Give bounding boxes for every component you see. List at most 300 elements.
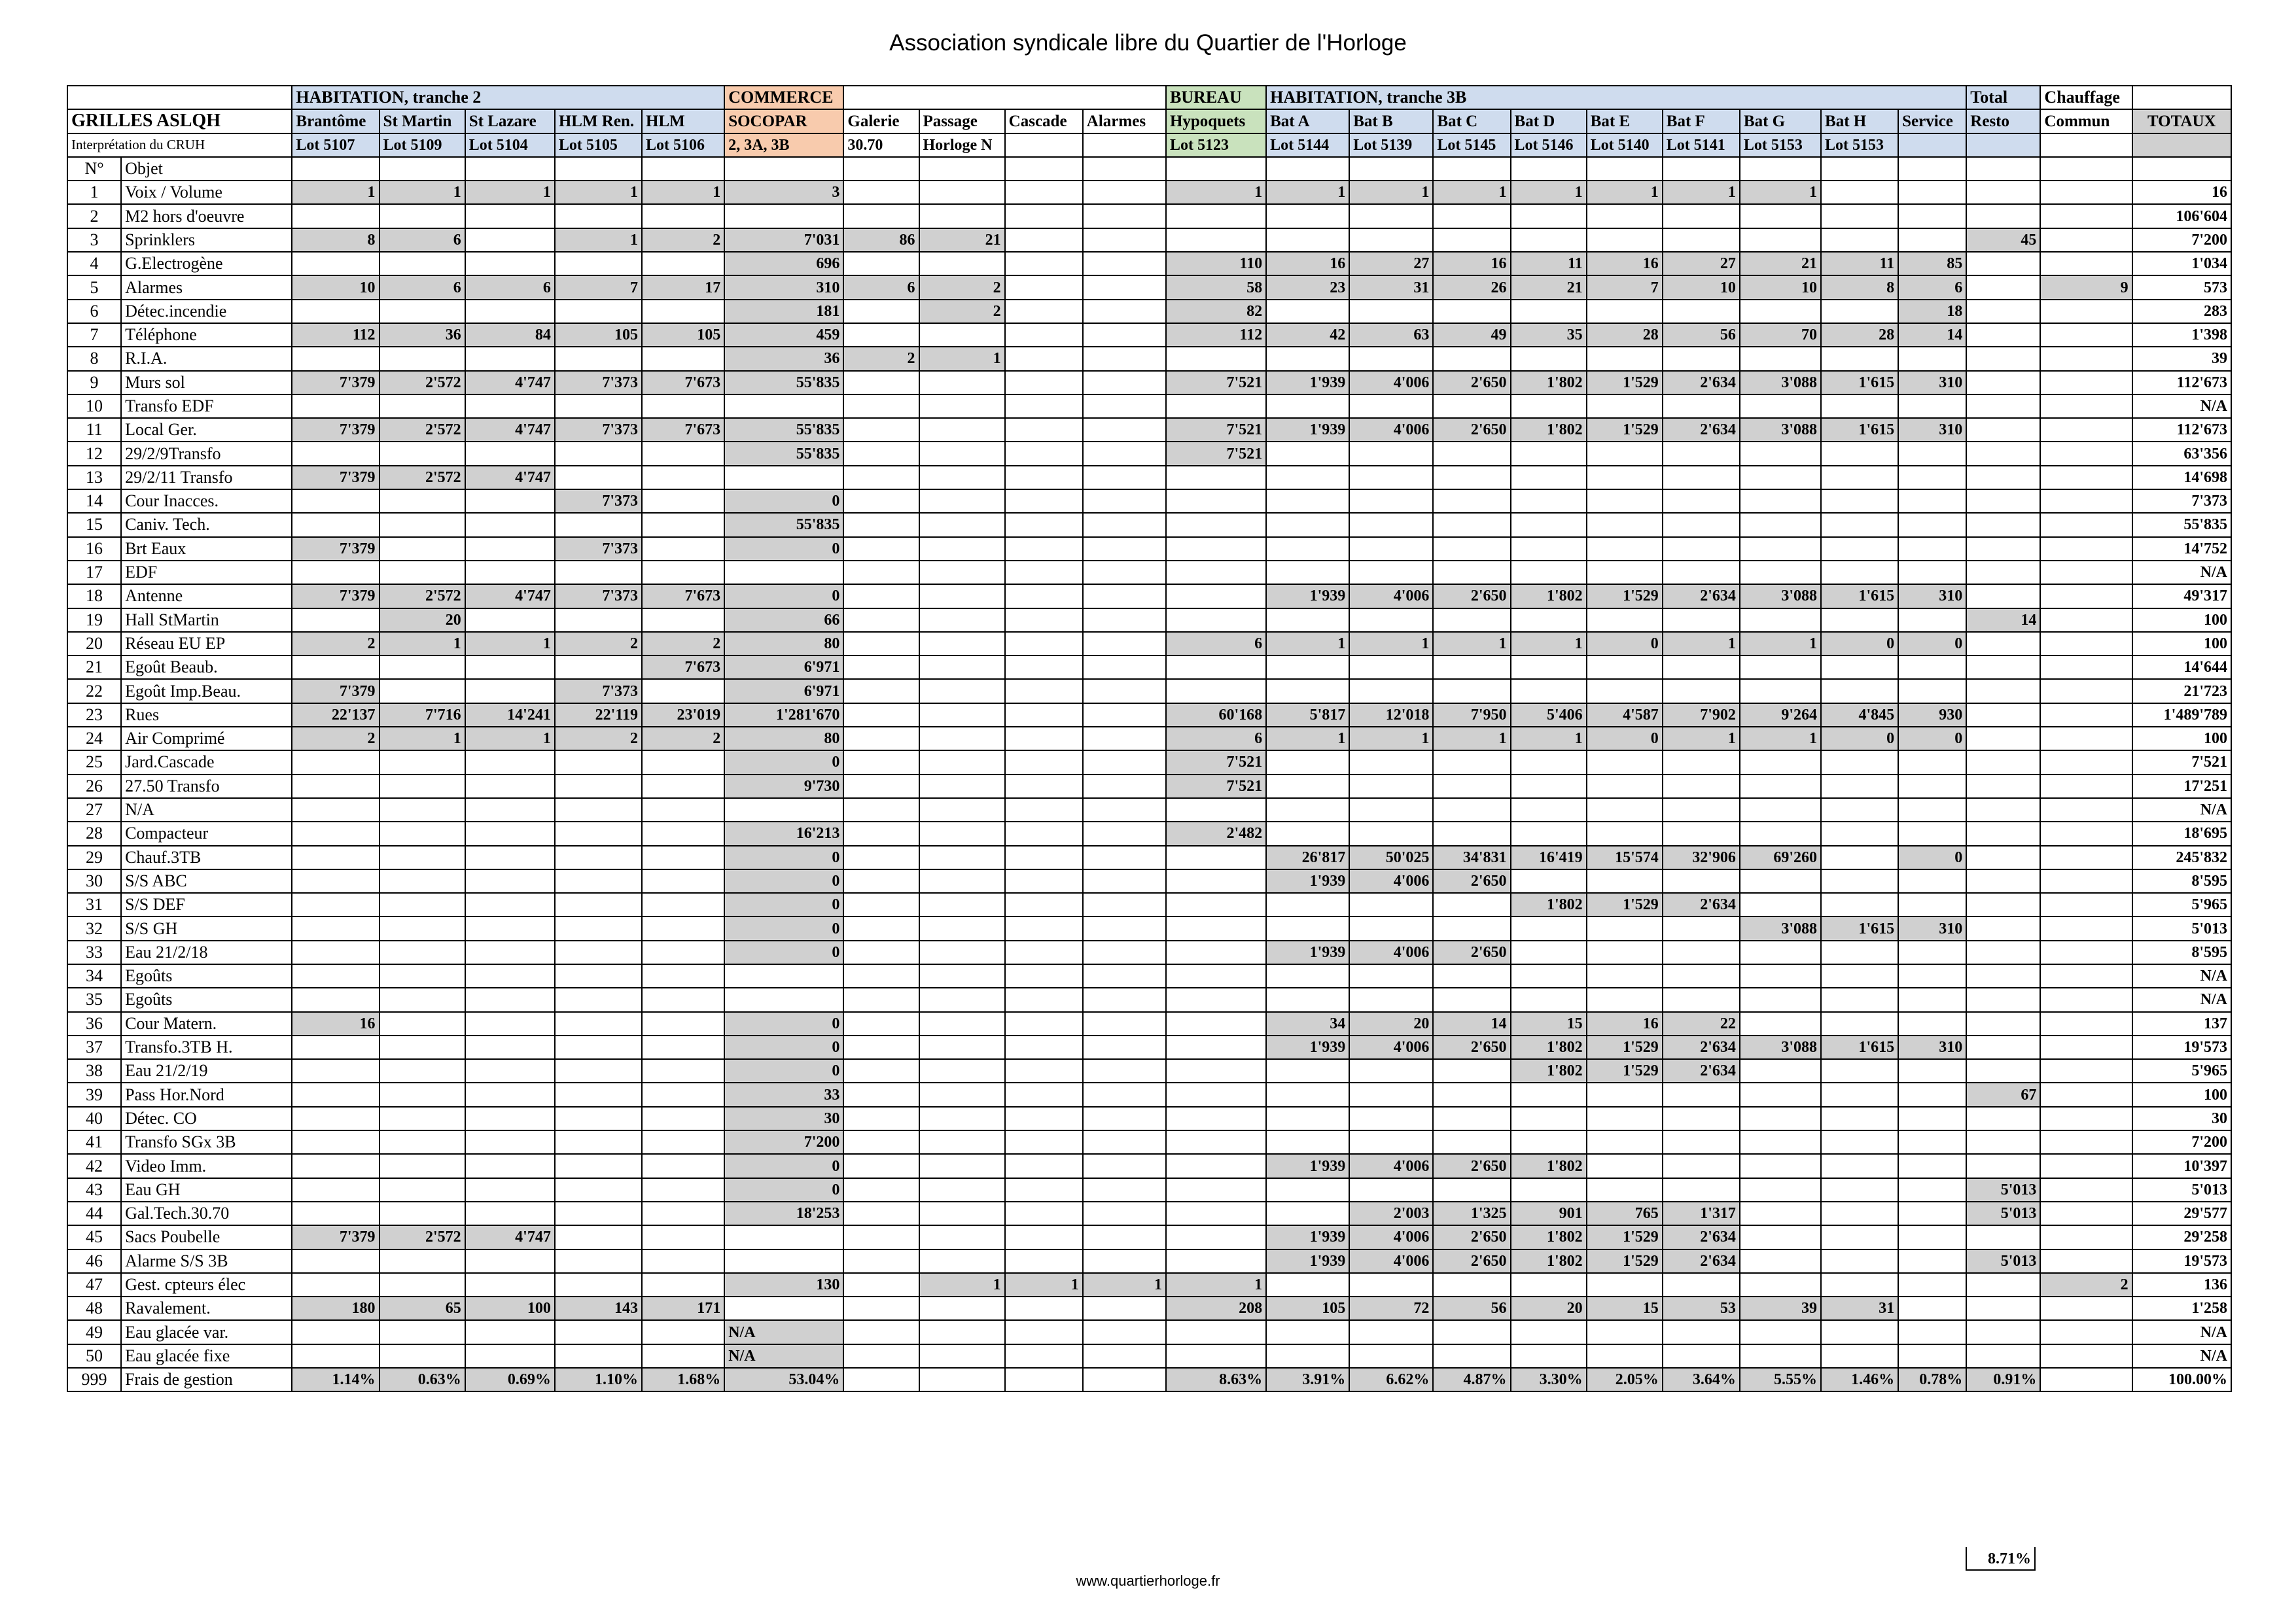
table-cell bbox=[380, 869, 465, 893]
row-number-cell: 3 bbox=[67, 228, 121, 252]
table-cell bbox=[1740, 466, 1821, 489]
table-cell bbox=[1587, 941, 1663, 964]
object-cell: Egoûts bbox=[121, 964, 292, 988]
col-header-bat-d: Bat D bbox=[1511, 109, 1587, 133]
table-cell bbox=[1511, 608, 1587, 632]
table-cell bbox=[1821, 775, 1898, 798]
table-cell: 67 bbox=[1966, 1083, 2040, 1106]
row-number-cell: 20 bbox=[67, 632, 121, 655]
table-cell: 112 bbox=[1166, 323, 1266, 347]
table-cell: 14 bbox=[1966, 608, 2040, 632]
table-cell bbox=[292, 869, 379, 893]
table-cell: 0 bbox=[1587, 632, 1663, 655]
table-cell bbox=[919, 775, 1005, 798]
table-cell bbox=[555, 846, 642, 869]
table-cell bbox=[2040, 300, 2132, 323]
table-cell: 7'379 bbox=[292, 418, 379, 442]
table-cell bbox=[919, 1225, 1005, 1249]
table-cell: 2'650 bbox=[1433, 584, 1510, 608]
row-number-cell: 7 bbox=[67, 323, 121, 347]
table-cell bbox=[1083, 632, 1166, 655]
table-cell bbox=[2040, 1107, 2132, 1130]
table-cell bbox=[555, 1320, 642, 1344]
row-number-cell: 26 bbox=[67, 775, 121, 798]
table-cell bbox=[642, 869, 724, 893]
table-cell: 15 bbox=[1587, 1297, 1663, 1320]
table-cell: 1 bbox=[1511, 181, 1587, 204]
table-cell bbox=[465, 1130, 555, 1154]
col-header-hlm: HLM bbox=[642, 109, 724, 133]
table-cell bbox=[1349, 204, 1433, 228]
table-cell bbox=[465, 1107, 555, 1130]
table-cell bbox=[1740, 1225, 1821, 1249]
table-cell: 2'634 bbox=[1663, 1225, 1740, 1249]
table-cell: 2 bbox=[292, 727, 379, 750]
table-cell bbox=[1587, 1107, 1663, 1130]
table-cell bbox=[1083, 916, 1166, 940]
row-number-cell: 34 bbox=[67, 964, 121, 988]
total-cell: 49'317 bbox=[2132, 584, 2231, 608]
row-number-cell: 14 bbox=[67, 489, 121, 513]
table-cell: 2 bbox=[919, 300, 1005, 323]
table-cell bbox=[1821, 157, 1898, 181]
table-cell bbox=[1587, 1130, 1663, 1154]
table-cell: 12'018 bbox=[1349, 703, 1433, 727]
table-cell: 4'006 bbox=[1349, 869, 1433, 893]
table-cell bbox=[1740, 869, 1821, 893]
table-cell bbox=[843, 822, 919, 845]
table-row bbox=[67, 916, 2231, 940]
table-cell bbox=[380, 679, 465, 703]
table-cell bbox=[2040, 323, 2132, 347]
total-cell: 100 bbox=[2132, 1083, 2231, 1106]
table-cell bbox=[1511, 655, 1587, 679]
table-cell bbox=[1083, 275, 1166, 299]
table-cell bbox=[1740, 1202, 1821, 1225]
table-cell bbox=[292, 1107, 379, 1130]
table-cell bbox=[2040, 1297, 2132, 1320]
table-cell bbox=[1511, 869, 1587, 893]
table-cell: 3 bbox=[724, 181, 843, 204]
table-cell bbox=[1433, 466, 1510, 489]
table-cell bbox=[1966, 893, 2040, 916]
table-row bbox=[67, 822, 2231, 845]
table-cell bbox=[380, 561, 465, 584]
table-cell: 1'529 bbox=[1587, 1059, 1663, 1083]
table-cell bbox=[724, 561, 843, 584]
table-cell: 0 bbox=[724, 1178, 843, 1202]
table-cell: 7'373 bbox=[555, 584, 642, 608]
total-cell: 17'251 bbox=[2132, 775, 2231, 798]
table-cell: 310 bbox=[1898, 1036, 1966, 1059]
object-cell: Pass Hor.Nord bbox=[121, 1083, 292, 1106]
table-cell bbox=[843, 1107, 919, 1130]
table-header-row bbox=[67, 157, 2231, 181]
table-cell bbox=[1083, 1107, 1166, 1130]
table-row bbox=[67, 252, 2231, 275]
table-cell bbox=[465, 798, 555, 822]
table-cell: 17 bbox=[642, 275, 724, 299]
table-cell bbox=[2040, 608, 2132, 632]
table-cell: 2'634 bbox=[1663, 1036, 1740, 1059]
table-cell bbox=[555, 1154, 642, 1178]
table-cell bbox=[724, 204, 843, 228]
object-cell: EDF bbox=[121, 561, 292, 584]
row-number-cell: 46 bbox=[67, 1249, 121, 1273]
row-number-cell: 15 bbox=[67, 513, 121, 536]
table-cell: 11 bbox=[1511, 252, 1587, 275]
table-cell bbox=[1898, 489, 1966, 513]
table-cell: 1 bbox=[380, 181, 465, 204]
table-cell bbox=[1266, 893, 1349, 916]
table-cell: 2 bbox=[555, 632, 642, 655]
table-cell bbox=[380, 1083, 465, 1106]
object-cell: Murs sol bbox=[121, 371, 292, 394]
table-cell bbox=[2040, 394, 2132, 418]
table-cell: 6.62% bbox=[1349, 1368, 1433, 1391]
table-cell bbox=[555, 347, 642, 370]
table-cell bbox=[1083, 846, 1166, 869]
col-header-service: Service bbox=[1898, 109, 1966, 133]
table-cell bbox=[642, 1154, 724, 1178]
table-cell bbox=[1663, 1154, 1740, 1178]
table-cell: 3'088 bbox=[1740, 584, 1821, 608]
table-cell bbox=[642, 489, 724, 513]
table-cell bbox=[1663, 1178, 1740, 1202]
table-cell bbox=[1821, 893, 1898, 916]
table-cell bbox=[1511, 679, 1587, 703]
table-cell bbox=[642, 394, 724, 418]
object-cell: R.I.A. bbox=[121, 347, 292, 370]
table-row bbox=[67, 1320, 2231, 1344]
table-cell bbox=[292, 1059, 379, 1083]
table-cell: 1'615 bbox=[1821, 371, 1898, 394]
object-cell: Frais de gestion bbox=[121, 1368, 292, 1391]
total-cell: 55'835 bbox=[2132, 513, 2231, 536]
table-cell bbox=[465, 157, 555, 181]
table-cell: 1'529 bbox=[1587, 1249, 1663, 1273]
total-cell: 7'521 bbox=[2132, 750, 2231, 774]
table-cell: 0 bbox=[724, 893, 843, 916]
table-cell bbox=[1740, 1273, 1821, 1297]
table-cell bbox=[1587, 394, 1663, 418]
table-cell bbox=[919, 1178, 1005, 1202]
table-cell bbox=[1821, 822, 1898, 845]
table-cell: 36 bbox=[380, 323, 465, 347]
table-cell bbox=[1898, 941, 1966, 964]
table-cell bbox=[1663, 679, 1740, 703]
table-cell: 10 bbox=[292, 275, 379, 299]
total-cell: 7'200 bbox=[2132, 228, 2231, 252]
table-cell bbox=[1587, 1344, 1663, 1368]
table-cell bbox=[919, 893, 1005, 916]
table-cell bbox=[1740, 442, 1821, 465]
table-cell bbox=[1511, 1320, 1587, 1344]
table-cell bbox=[919, 703, 1005, 727]
page-title: Association syndicale libre du Quartier de l'Horloge bbox=[889, 30, 1407, 56]
table-cell: 901 bbox=[1511, 1202, 1587, 1225]
table-cell bbox=[1740, 750, 1821, 774]
table-cell bbox=[1349, 394, 1433, 418]
table-cell bbox=[465, 1059, 555, 1083]
table-cell bbox=[843, 916, 919, 940]
table-cell bbox=[1349, 466, 1433, 489]
table-cell bbox=[1266, 157, 1349, 181]
table-cell bbox=[1005, 1012, 1083, 1036]
table-cell bbox=[1966, 869, 2040, 893]
table-cell bbox=[1166, 1107, 1266, 1130]
table-row bbox=[67, 204, 2231, 228]
object-cell: Cour Matern. bbox=[121, 1012, 292, 1036]
table-cell bbox=[1898, 181, 1966, 204]
table-cell bbox=[465, 1036, 555, 1059]
table-cell bbox=[843, 1083, 919, 1106]
table-cell bbox=[1663, 964, 1740, 988]
table-cell bbox=[1166, 1083, 1266, 1106]
table-cell bbox=[380, 489, 465, 513]
table-cell bbox=[1740, 561, 1821, 584]
table-cell: 4.87% bbox=[1433, 1368, 1510, 1391]
total-cell: 136 bbox=[2132, 1273, 2231, 1297]
table-cell: 1'802 bbox=[1511, 1225, 1587, 1249]
table-cell bbox=[1349, 916, 1433, 940]
table-cell bbox=[1587, 561, 1663, 584]
table-cell bbox=[1166, 916, 1266, 940]
row-number-cell: 19 bbox=[67, 608, 121, 632]
row-number-cell: 11 bbox=[67, 418, 121, 442]
table-cell bbox=[1587, 300, 1663, 323]
table-cell: 6 bbox=[465, 275, 555, 299]
table-cell: 20 bbox=[380, 608, 465, 632]
table-cell bbox=[1898, 988, 1966, 1011]
table-cell bbox=[1663, 798, 1740, 822]
table-row bbox=[67, 1202, 2231, 1225]
col-lot-bat-a: Lot 5144 bbox=[1266, 133, 1349, 157]
table-cell: 2'634 bbox=[1663, 1249, 1740, 1273]
table-cell bbox=[2040, 988, 2132, 1011]
table-cell bbox=[919, 466, 1005, 489]
table-cell: 16'213 bbox=[724, 822, 843, 845]
table-cell bbox=[2040, 822, 2132, 845]
table-cell bbox=[1166, 1249, 1266, 1273]
table-cell: 4'006 bbox=[1349, 1036, 1433, 1059]
table-cell: 4'747 bbox=[465, 371, 555, 394]
row-number-cell: 44 bbox=[67, 1202, 121, 1225]
table-cell bbox=[1587, 750, 1663, 774]
table-cell bbox=[292, 964, 379, 988]
table-cell bbox=[1898, 1249, 1966, 1273]
table-cell: 14 bbox=[1433, 1012, 1510, 1036]
col-header-resto: Resto bbox=[1966, 109, 2040, 133]
table-cell bbox=[1821, 228, 1898, 252]
table-cell bbox=[1966, 347, 2040, 370]
table-cell bbox=[843, 988, 919, 1011]
table-cell bbox=[1740, 1154, 1821, 1178]
table-cell bbox=[1966, 204, 2040, 228]
row-number-cell: 24 bbox=[67, 727, 121, 750]
table-cell bbox=[292, 204, 379, 228]
table-cell: 2'003 bbox=[1349, 1202, 1433, 1225]
table-cell bbox=[1166, 679, 1266, 703]
table-cell bbox=[1005, 846, 1083, 869]
table-cell bbox=[1587, 228, 1663, 252]
table-cell: 1 bbox=[919, 347, 1005, 370]
table-cell bbox=[642, 1344, 724, 1368]
table-cell bbox=[292, 1249, 379, 1273]
table-cell bbox=[1433, 204, 1510, 228]
table-cell bbox=[555, 1178, 642, 1202]
total-cell: 30 bbox=[2132, 1107, 2231, 1130]
table-cell bbox=[1663, 941, 1740, 964]
table-cell bbox=[380, 1344, 465, 1368]
row-number-cell: 30 bbox=[67, 869, 121, 893]
table-cell: 1 bbox=[380, 632, 465, 655]
table-cell bbox=[1005, 964, 1083, 988]
table-cell bbox=[642, 893, 724, 916]
table-cell bbox=[1005, 679, 1083, 703]
table-cell bbox=[642, 157, 724, 181]
object-cell: Egoût Imp.Beau. bbox=[121, 679, 292, 703]
table-cell bbox=[380, 300, 465, 323]
table-row bbox=[67, 1107, 2231, 1130]
table-cell bbox=[1966, 1036, 2040, 1059]
table-cell: 36 bbox=[724, 347, 843, 370]
table-cell bbox=[843, 1130, 919, 1154]
col-lot-bat-c: Lot 5145 bbox=[1433, 133, 1510, 157]
table-cell: 1 bbox=[380, 727, 465, 750]
table-cell: 1'281'670 bbox=[724, 703, 843, 727]
table-cell bbox=[1511, 537, 1587, 561]
table-cell bbox=[380, 1249, 465, 1273]
table-cell: 85 bbox=[1898, 252, 1966, 275]
table-cell bbox=[1083, 941, 1166, 964]
table-cell: 6 bbox=[380, 275, 465, 299]
table-cell bbox=[843, 513, 919, 536]
table-cell bbox=[1740, 893, 1821, 916]
table-row bbox=[67, 513, 2231, 536]
table-cell bbox=[1966, 1297, 2040, 1320]
table-cell bbox=[1966, 822, 2040, 845]
table-cell: 1'615 bbox=[1821, 1036, 1898, 1059]
table-cell bbox=[1083, 584, 1166, 608]
table-row bbox=[67, 632, 2231, 655]
table-cell: 1'529 bbox=[1587, 893, 1663, 916]
table-cell bbox=[555, 1083, 642, 1106]
grilles-table-container bbox=[67, 85, 2232, 1392]
table-cell bbox=[724, 157, 843, 181]
table-cell: 1 bbox=[1349, 181, 1433, 204]
table-cell bbox=[2040, 775, 2132, 798]
table-cell bbox=[555, 1012, 642, 1036]
object-cell: N/A bbox=[121, 798, 292, 822]
table-cell bbox=[1898, 608, 1966, 632]
table-cell bbox=[1821, 846, 1898, 869]
table-cell: 20 bbox=[1349, 1012, 1433, 1036]
table-cell: 7'521 bbox=[1166, 750, 1266, 774]
table-cell bbox=[919, 1130, 1005, 1154]
table-cell: 0 bbox=[724, 916, 843, 940]
table-cell bbox=[919, 1059, 1005, 1083]
table-cell bbox=[380, 442, 465, 465]
table-cell bbox=[919, 964, 1005, 988]
table-cell bbox=[380, 1036, 465, 1059]
table-cell bbox=[1433, 347, 1510, 370]
table-cell bbox=[1587, 442, 1663, 465]
table-cell: 86 bbox=[843, 228, 919, 252]
total-cell: N/A bbox=[2132, 988, 2231, 1011]
table-cell: 1'802 bbox=[1511, 584, 1587, 608]
table-cell bbox=[843, 798, 919, 822]
table-cell bbox=[1349, 157, 1433, 181]
table-cell: 3'088 bbox=[1740, 1036, 1821, 1059]
table-cell bbox=[1966, 1225, 2040, 1249]
table-cell: 112 bbox=[292, 323, 379, 347]
object-cell: M2 hors d'oeuvre bbox=[121, 204, 292, 228]
table-cell bbox=[919, 394, 1005, 418]
table-cell bbox=[1349, 1059, 1433, 1083]
table-cell bbox=[1083, 442, 1166, 465]
table-cell bbox=[1266, 442, 1349, 465]
table-cell bbox=[843, 442, 919, 465]
table-cell bbox=[1005, 727, 1083, 750]
table-cell bbox=[2040, 1083, 2132, 1106]
table-cell: 1'939 bbox=[1266, 584, 1349, 608]
table-cell bbox=[724, 798, 843, 822]
table-cell bbox=[1966, 442, 2040, 465]
table-cell bbox=[919, 584, 1005, 608]
table-cell bbox=[2040, 252, 2132, 275]
table-cell bbox=[1166, 1154, 1266, 1178]
table-cell bbox=[1433, 1107, 1510, 1130]
object-cell: S/S GH bbox=[121, 916, 292, 940]
table-cell bbox=[1433, 513, 1510, 536]
table-cell bbox=[843, 1297, 919, 1320]
table-cell bbox=[1005, 537, 1083, 561]
table-cell bbox=[1166, 988, 1266, 1011]
table-cell bbox=[1740, 537, 1821, 561]
table-cell: 27 bbox=[1349, 252, 1433, 275]
table-cell bbox=[1740, 489, 1821, 513]
table-row bbox=[67, 181, 2231, 204]
row-number-cell: 49 bbox=[67, 1320, 121, 1344]
table-cell bbox=[1005, 1368, 1083, 1391]
table-cell bbox=[1166, 869, 1266, 893]
col-header-brantome: Brantôme bbox=[292, 109, 379, 133]
table-cell: 16 bbox=[292, 1012, 379, 1036]
table-cell bbox=[1740, 679, 1821, 703]
table-cell bbox=[919, 1249, 1005, 1273]
table-cell bbox=[1663, 988, 1740, 1011]
table-cell: 4'845 bbox=[1821, 703, 1898, 727]
table-cell: 16 bbox=[1587, 252, 1663, 275]
table-cell: 4'587 bbox=[1587, 703, 1663, 727]
total-cell: N/A bbox=[2132, 1320, 2231, 1344]
table-cell: 11 bbox=[1821, 252, 1898, 275]
table-cell bbox=[1349, 1344, 1433, 1368]
table-cell bbox=[1166, 489, 1266, 513]
col-lot-alarmes bbox=[1083, 133, 1166, 157]
table-cell bbox=[555, 941, 642, 964]
table-cell bbox=[1511, 1083, 1587, 1106]
table-cell bbox=[1433, 1059, 1510, 1083]
table-cell bbox=[1266, 750, 1349, 774]
col-lot-commun bbox=[2040, 133, 2132, 157]
table-cell bbox=[1966, 1059, 2040, 1083]
table-cell bbox=[1266, 798, 1349, 822]
table-cell bbox=[919, 727, 1005, 750]
table-cell bbox=[642, 798, 724, 822]
table-cell: 70 bbox=[1740, 323, 1821, 347]
